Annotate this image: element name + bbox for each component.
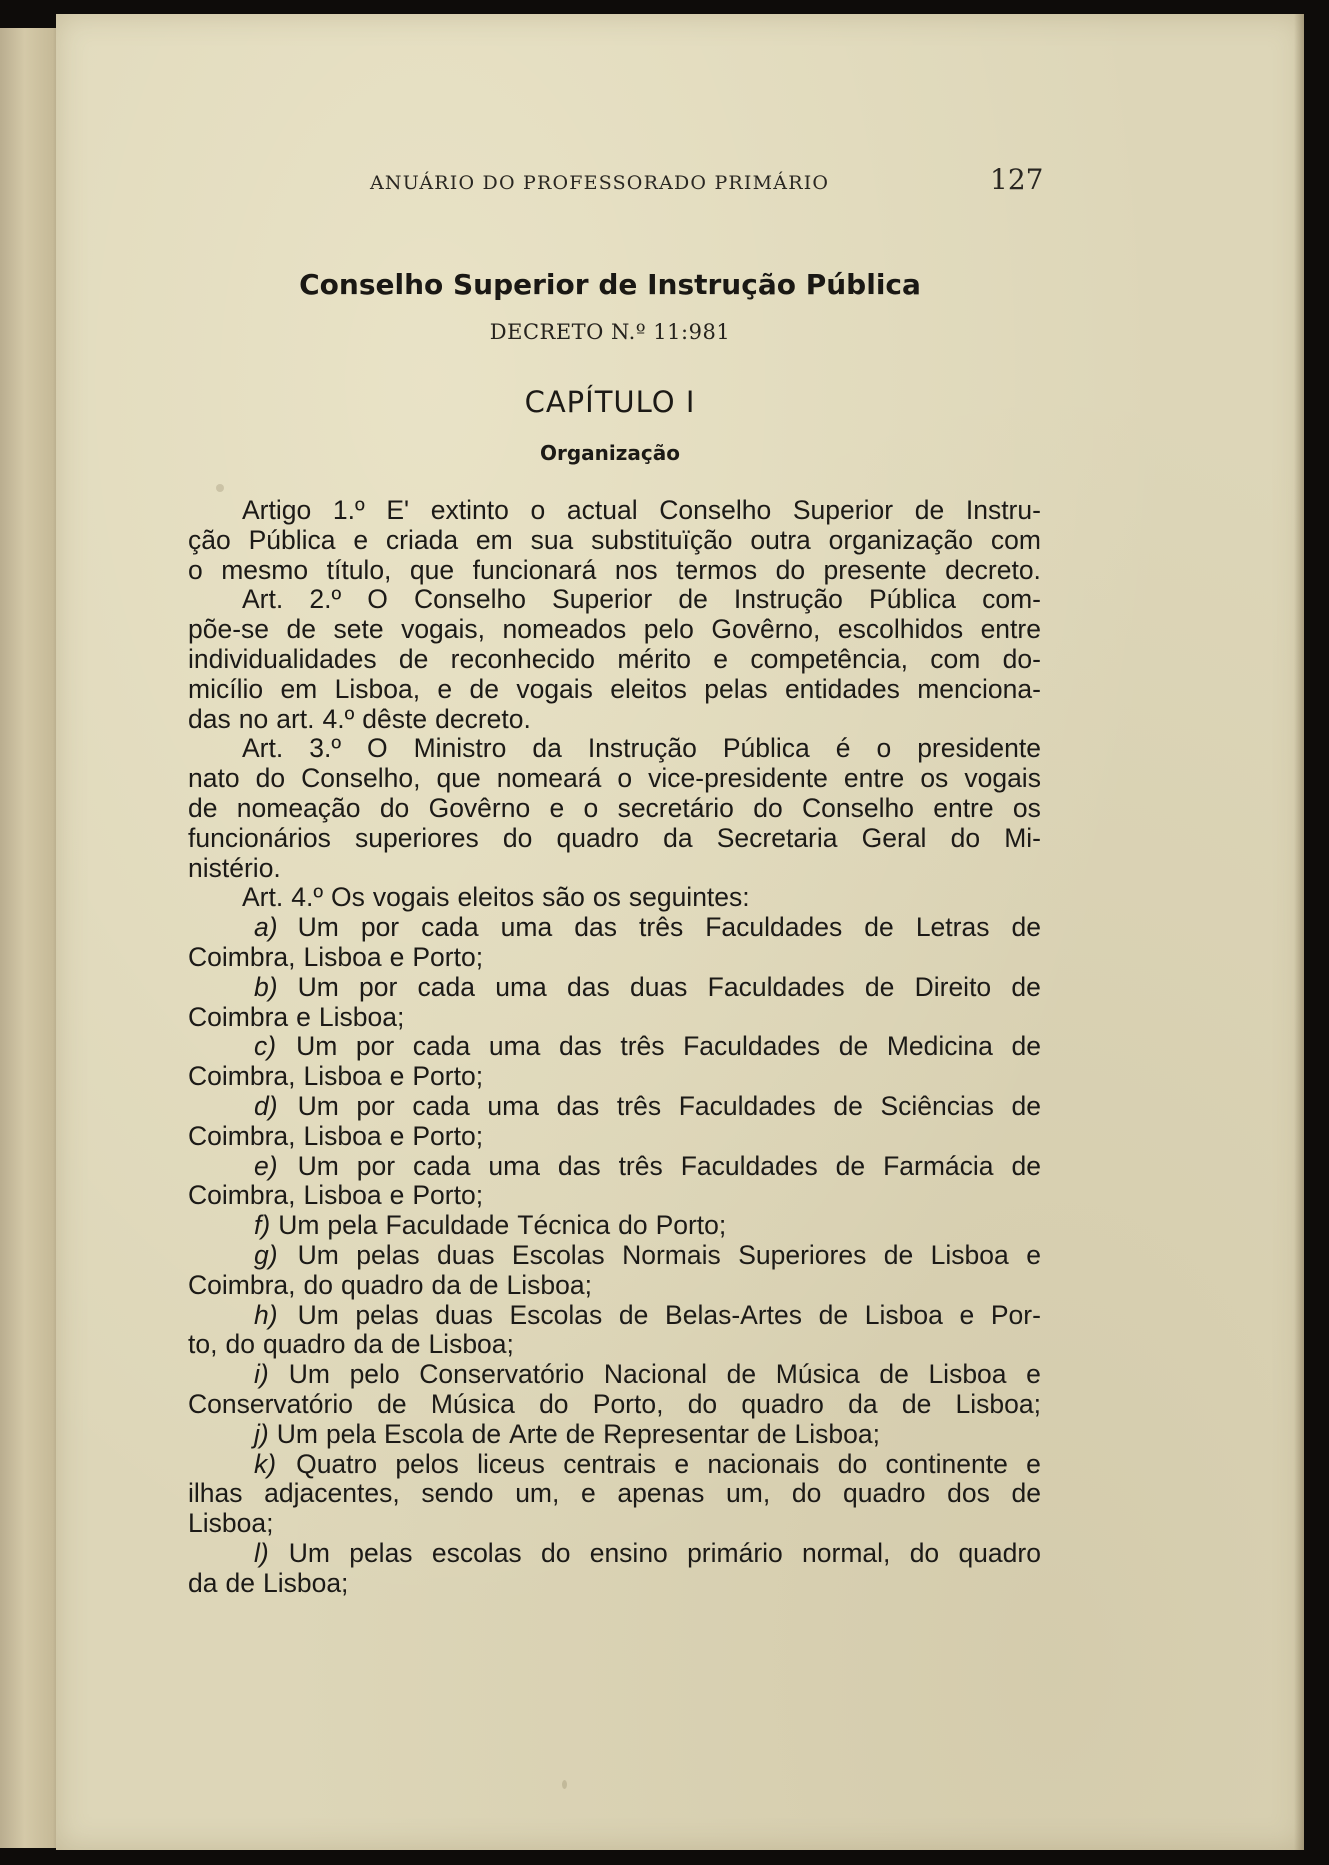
text-line: [188, 1003, 1041, 1033]
line-text: ilhas adjacentes, sendo um, e apenas um, do quadro dos de: [188, 1478, 1041, 1509]
text-line: [188, 1241, 1041, 1271]
text-line: [188, 1420, 1041, 1450]
list-marker: k): [254, 1448, 277, 1479]
text-line: [188, 943, 1041, 973]
line-text: Um por cada uma das três Faculdades de Farmácia de: [297, 1150, 1041, 1181]
text-line: [188, 734, 1041, 764]
line-text: Coimbra e Lisboa;: [188, 1001, 405, 1032]
line-text: Art. 4.º Os vogais eleitos são os seguintes:: [242, 882, 750, 913]
line-text: o mesmo título, que funcionará nos termos do presente decreto.: [188, 554, 1041, 585]
text-line: [188, 1032, 1041, 1062]
text-line: [188, 1509, 1041, 1539]
text-line: [188, 883, 1041, 913]
line-text: põe-se de sete vogais, nomeados pelo Govêrno, escolhidos entre: [188, 614, 1041, 645]
list-marker: d): [254, 1090, 278, 1121]
line-text: Um pela Faculdade Técnica do Porto;: [278, 1210, 727, 1241]
chapter-subtitle: Organização: [540, 441, 680, 465]
decree-body: [188, 496, 1041, 1598]
text-line: [188, 615, 1041, 645]
text-line: [188, 1360, 1041, 1390]
line-text: da de Lisboa;: [188, 1567, 349, 1598]
line-text: Um por cada uma das três Faculdades de Medicina de: [296, 1031, 1041, 1062]
text-line: [188, 526, 1041, 556]
text-line: [188, 705, 1041, 735]
line-text: Lisboa;: [188, 1508, 274, 1539]
line-text: nato do Conselho, que nomeará o vice-presidente entre os vogais: [188, 763, 1041, 794]
line-text: Um pelas escolas do ensino primário normal, do quadro: [288, 1537, 1041, 1568]
text-line: [188, 1122, 1041, 1152]
line-text: Um por cada uma das duas Faculdades de Direito de: [297, 971, 1041, 1002]
line-text: individualidades de reconhecido mérito e competência, com do-: [188, 643, 1041, 674]
line-text: das no art. 4.º dêste decreto.: [188, 703, 531, 734]
text-line: [188, 1330, 1041, 1360]
line-text: Quatro pelos liceus centrais e nacionais do continente e: [296, 1448, 1041, 1479]
list-marker: i): [254, 1359, 269, 1390]
text-line: [188, 1539, 1041, 1569]
line-text: Art. 2.º O Conselho Superior de Instrução Pública com-: [242, 584, 1041, 615]
list-marker: l): [254, 1537, 269, 1568]
text-line: [188, 1092, 1041, 1122]
line-text: Coimbra, Lisboa e Porto;: [188, 941, 484, 972]
text-line: [188, 824, 1041, 854]
line-text: Coimbra, Lisboa e Porto;: [188, 1120, 484, 1151]
text-line: [188, 1152, 1041, 1182]
line-text: Um por cada uma das três Faculdades de Sciências de: [297, 1090, 1041, 1121]
text-line: [188, 1301, 1041, 1331]
text-line: [188, 1181, 1041, 1211]
line-text: Coimbra, Lisboa e Porto;: [188, 1180, 484, 1211]
chapter-heading: CAPÍTULO I: [524, 385, 696, 419]
line-text: Coimbra, do quadro da de Lisboa;: [188, 1269, 592, 1300]
line-text: Artigo 1.º E' extinto o actual Conselho Superior de Instru-: [242, 495, 1041, 525]
text-line: [188, 1390, 1041, 1420]
line-text: funcionários superiores do quadro da Secretaria Geral do Mi-: [188, 822, 1041, 853]
text-line: [188, 913, 1041, 943]
text-line: [188, 1271, 1041, 1301]
text-line: [188, 675, 1041, 705]
line-text: Um por cada uma das três Faculdades de Letras de: [297, 912, 1041, 943]
running-title: ANUÁRIO DO PROFESSORADO PRIMÁRIO: [370, 172, 830, 194]
list-marker: c): [254, 1031, 277, 1062]
line-text: Um pelas duas Escolas de Belas-Artes de Lisboa e Por-: [297, 1299, 1041, 1330]
text-line: [188, 794, 1041, 824]
text-line: [188, 1062, 1041, 1092]
line-text: Um pelo Conservatório Nacional de Música de Lisboa e: [288, 1359, 1041, 1390]
line-text: Art. 3.º O Ministro da Instrução Pública é o presidente: [242, 733, 1041, 764]
line-text: Coimbra, Lisboa e Porto;: [188, 1061, 484, 1092]
line-text: micílio em Lisboa, e de vogais eleitos pelas entidades menciona-: [188, 673, 1041, 704]
section-title: Conselho Superior de Instrução Pública: [299, 268, 921, 301]
text-line: [188, 585, 1041, 615]
list-marker: b): [254, 971, 278, 1002]
decree-number: DECRETO N.º 11:981: [489, 320, 731, 344]
list-marker: a): [254, 912, 278, 943]
text-line: [188, 1450, 1041, 1480]
line-text: de nomeação do Govêrno e o secretário do Conselho entre os: [188, 792, 1041, 823]
line-text: nistério.: [188, 852, 281, 883]
text-line: [188, 1569, 1041, 1599]
list-marker: e): [254, 1150, 278, 1181]
text-line: [188, 556, 1041, 586]
text-line: [188, 1479, 1041, 1509]
line-text: Um pelas duas Escolas Normais Superiores de Lisboa e: [297, 1239, 1041, 1270]
text-line: [188, 973, 1041, 1003]
list-marker: h): [254, 1299, 278, 1330]
text-line: [188, 854, 1041, 884]
list-marker: f): [254, 1210, 271, 1241]
text-line: [188, 496, 1041, 526]
list-marker: j): [254, 1418, 269, 1449]
line-text: Um pela Escola de Arte de Representar de Lisboa;: [276, 1418, 880, 1449]
text-line: [188, 764, 1041, 794]
line-text: ção Pública e criada em sua substituïção outra organização com: [188, 524, 1041, 555]
line-text: to, do quadro da de Lisboa;: [188, 1329, 514, 1360]
text-line: [188, 645, 1041, 675]
list-marker: g): [254, 1239, 278, 1270]
line-text: Conservatório de Música do Porto, do quadro da de Lisboa;: [188, 1388, 1041, 1419]
text-line: [188, 1211, 1041, 1241]
page-number: 127: [990, 163, 1044, 196]
